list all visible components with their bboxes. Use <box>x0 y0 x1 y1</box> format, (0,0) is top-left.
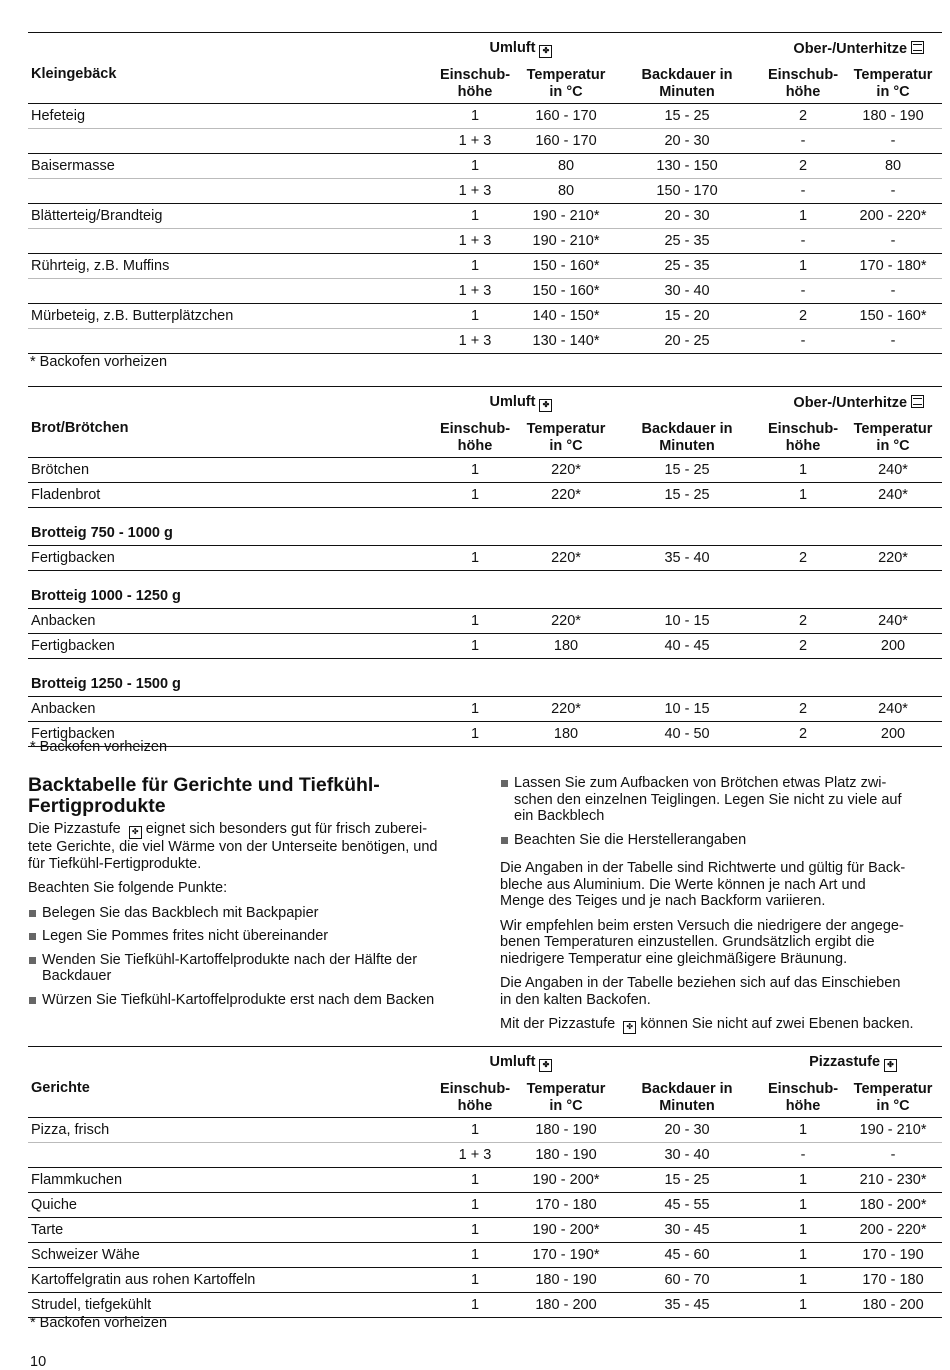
row-label: Kartoffelgratin aus rohen Kartoffeln <box>28 1268 430 1293</box>
col-header: Temperatur in °C <box>844 419 942 458</box>
group-header-umluft: Umluft ✤ <box>430 387 612 420</box>
table-row <box>28 483 942 508</box>
table-cell: 1 <box>762 1193 844 1218</box>
subgroup-header <box>28 571 942 609</box>
bullet-item: Würzen Sie Tiefkühl-Kartoffelprodukte erst nach dem Backen <box>28 992 478 1009</box>
bullet-item: Beachten Sie die Herstellerangaben <box>500 832 943 849</box>
group-header-ober-unterhitze: Ober-/Unterhitze <box>762 33 942 66</box>
table-cell: 130 - 150 <box>612 154 762 179</box>
table-row <box>28 279 942 304</box>
row-label: Hefeteig <box>31 108 86 124</box>
subgroup-title: Brotteig 1000 - 1250 g <box>28 571 942 609</box>
table-row <box>28 1218 942 1243</box>
row-label <box>28 1143 430 1168</box>
table-cell: - <box>762 329 844 354</box>
table-cell: 170 - 180 <box>844 1268 942 1293</box>
row-label: Strudel, tiefgekühlt <box>28 1293 430 1318</box>
column-header-row <box>28 65 942 104</box>
table-cell: 170 - 190 <box>844 1243 942 1268</box>
table-cell: 45 - 55 <box>612 1193 762 1218</box>
table-cell: 40 - 50 <box>612 722 762 747</box>
table-cell: 180 - 190 <box>520 1143 612 1168</box>
col-header: Temperatur in °C <box>520 1079 612 1118</box>
table-row <box>28 254 942 279</box>
col-header: Backdauer in Minuten <box>612 1079 762 1118</box>
row-label: Baisermasse <box>28 154 430 179</box>
row-label <box>28 129 430 154</box>
table-row <box>28 697 942 722</box>
table-cell: 1 <box>762 1218 844 1243</box>
row-label <box>28 329 430 354</box>
col-header: Backdauer in Minuten <box>612 419 762 458</box>
table-cell: 1 <box>762 1293 844 1318</box>
table-kleingebaeck <box>28 32 942 354</box>
bullet-item: Legen Sie Pommes frites nicht übereinander <box>28 928 478 945</box>
table-cell: 40 - 45 <box>612 634 762 659</box>
table-cell: - <box>762 179 844 204</box>
table-cell: 1 <box>762 1168 844 1193</box>
table-cell: 1 <box>430 722 520 747</box>
table-cell: 160 - 170 <box>520 129 612 154</box>
table-cell: 220* <box>551 462 581 478</box>
table-cell: 2 <box>762 609 844 634</box>
table-cell: 200 <box>844 722 942 747</box>
row-label: Mürbeteig, z.B. Butterplätzchen <box>28 304 430 329</box>
col-header: Einschub- höhe <box>762 1079 844 1118</box>
table-cell: 240* <box>844 697 942 722</box>
subgroup-title: Brotteig 750 - 1000 g <box>28 508 942 546</box>
table-cell: 15 - 25 <box>612 483 762 508</box>
table-cell: - <box>762 129 844 154</box>
row-label: Fertigbacken <box>28 546 430 571</box>
table-cell: 180 - 200 <box>844 1293 942 1318</box>
table-cell: 150 - 160* <box>520 279 612 304</box>
section-heading: Backtabelle für Gerichte und Tiefkühl- Fertigprodukte <box>28 774 380 817</box>
table-row <box>28 229 942 254</box>
table-cell: 200 <box>844 634 942 659</box>
table-title: Kleingebäck <box>28 65 430 104</box>
table-row <box>28 458 942 483</box>
row-label <box>28 229 430 254</box>
table-cell: 150 - 160* <box>844 304 942 329</box>
subgroup-title: Brotteig 1250 - 1500 g <box>28 659 942 697</box>
table-cell: 15 - 25 <box>664 108 710 124</box>
pizza-stone-icon: ✤ <box>623 1021 636 1034</box>
footnote: * Backofen vorheizen <box>30 354 168 370</box>
col-header: Temperatur in °C <box>844 1079 942 1118</box>
row-label: Brötchen <box>31 462 90 478</box>
table-cell: 190 - 210* <box>520 204 612 229</box>
table-cell: 20 - 25 <box>612 329 762 354</box>
table-cell: - <box>844 129 942 154</box>
table-cell: 1 <box>430 1243 520 1268</box>
group-header-pizzastufe: Pizzastufe ✤ <box>762 1047 942 1080</box>
paragraph: Die Angaben in der Tabelle beziehen sich auf das Einschieben in den kalten Backofen. <box>500 975 901 1008</box>
table-cell: 220* <box>520 697 612 722</box>
table-cell: 45 - 60 <box>612 1243 762 1268</box>
table-cell: 1 <box>762 1268 844 1293</box>
col-header: Temperatur in °C <box>520 65 612 104</box>
bullet-item: Lassen Sie zum Aufbacken von Brötchen etwas Platz zwi- schen den einzelnen Teiglingen. Legen Sie nicht zu viele auf ein Backblech <box>500 775 943 825</box>
row-label: Anbacken <box>28 697 430 722</box>
paragraph: Mit der Pizzastufe ✤ können Sie nicht auf zwei Ebenen backen. <box>500 1016 914 1032</box>
col-header: Einschub- höhe <box>762 65 844 104</box>
section-right <box>500 775 943 1042</box>
table-cell: 170 - 180* <box>844 254 942 279</box>
table-cell: 15 - 25 <box>664 462 710 478</box>
bullet-list <box>500 775 943 848</box>
table-cell: 1 <box>430 1218 520 1243</box>
table-cell: 35 - 45 <box>612 1293 762 1318</box>
table-cell: 190 - 210* <box>859 1122 927 1138</box>
table-row <box>28 129 942 154</box>
table-cell: 210 - 230* <box>844 1168 942 1193</box>
table-brot <box>28 386 942 747</box>
table-cell: 1 + 3 <box>430 129 520 154</box>
table-gerichte <box>28 1046 942 1318</box>
fan-icon: ✤ <box>539 45 552 58</box>
pizza-stone-icon: ✤ <box>884 1059 897 1072</box>
table-cell: 200 - 220* <box>844 204 942 229</box>
table-cell: - <box>762 229 844 254</box>
fan-icon: ✤ <box>539 399 552 412</box>
table-cell: 1 <box>470 108 480 124</box>
table-cell: 240* <box>844 609 942 634</box>
column-header-row <box>28 419 942 458</box>
footnote: * Backofen vorheizen <box>30 1315 168 1331</box>
table-cell: 2 <box>762 697 844 722</box>
table-cell: - <box>762 279 844 304</box>
table-cell: 60 - 70 <box>612 1268 762 1293</box>
row-label: Quiche <box>28 1193 430 1218</box>
table-cell: 30 - 40 <box>612 1143 762 1168</box>
table-cell: 1 + 3 <box>430 279 520 304</box>
row-label: Anbacken <box>28 609 430 634</box>
row-label: Blätterteig/Brandteig <box>28 204 430 229</box>
table-cell: 20 - 30 <box>664 1122 710 1138</box>
row-label: Fertigbacken <box>28 634 430 659</box>
table-cell: 2 <box>762 546 844 571</box>
table-cell: 200 - 220* <box>844 1218 942 1243</box>
bullet-item: Wenden Sie Tiefkühl-Kartoffelprodukte nach der Hälfte der Backdauer <box>28 952 478 985</box>
table-cell: 1 <box>762 254 844 279</box>
row-label: Fladenbrot <box>28 483 430 508</box>
col-header: Temperatur in °C <box>520 419 612 458</box>
table-cell: 150 - 170 <box>612 179 762 204</box>
intro-paragraph: Die Pizzastufe ✤ eignet sich besonders gut für frisch zuberei- tete Gerichte, die viel Wärme von der Unterseite benötigen, und für Tiefkühl-Fertigprodukte. <box>28 821 438 872</box>
table-cell: - <box>844 279 942 304</box>
table-row <box>28 179 942 204</box>
table-cell: 1 <box>430 204 520 229</box>
footnote: * Backofen vorheizen <box>30 739 168 755</box>
table-cell: 220* <box>520 609 612 634</box>
table-cell: 240* <box>878 462 908 478</box>
row-label: Tarte <box>28 1218 430 1243</box>
table-row <box>28 1193 942 1218</box>
table-row <box>28 1293 942 1318</box>
col-header: Einschub- höhe <box>430 1079 520 1118</box>
paragraph: Die Angaben in der Tabelle sind Richtwerte und gültig für Back- bleche aus Aluminium. Die Werte können je nach Art und Menge des Teiges und je nach Backform variieren. <box>500 860 906 909</box>
table-cell: 1 <box>430 254 520 279</box>
table-cell: 35 - 40 <box>612 546 762 571</box>
group-header-ober-unterhitze: Ober-/Unterhitze <box>762 387 942 420</box>
table-cell: 20 - 30 <box>612 129 762 154</box>
row-label: Pizza, frisch <box>31 1122 110 1138</box>
table-cell: - <box>762 1143 844 1168</box>
fan-icon: ✤ <box>539 1059 552 1072</box>
table-cell: 1 <box>430 483 520 508</box>
table-row <box>28 154 942 179</box>
group-header-umluft: Umluft ✤ <box>430 33 612 66</box>
table-cell: 240* <box>844 483 942 508</box>
col-header: Backdauer in Minuten <box>612 65 762 104</box>
points-intro: Beachten Sie folgende Punkte: <box>28 880 228 896</box>
row-label: Fertigbacken <box>28 722 430 747</box>
row-label <box>28 279 430 304</box>
table-cell: 2 <box>762 304 844 329</box>
table-cell: 20 - 30 <box>612 204 762 229</box>
page-number: 10 <box>30 1354 47 1370</box>
table-cell: 1 <box>430 697 520 722</box>
table-cell: 1 + 3 <box>430 329 520 354</box>
table-cell: 30 - 45 <box>612 1218 762 1243</box>
table-cell: 1 <box>762 204 844 229</box>
subgroup-header <box>28 659 942 697</box>
table-cell: 1 <box>470 1122 480 1138</box>
table-cell: 1 <box>430 1293 520 1318</box>
bullet-item: Belegen Sie das Backblech mit Backpapier <box>28 905 478 922</box>
table-row <box>28 1118 942 1143</box>
table-cell: - <box>844 179 942 204</box>
table-cell: 1 <box>430 1168 520 1193</box>
table-row <box>28 1168 942 1193</box>
top-bottom-heat-icon <box>911 395 924 408</box>
table-row <box>28 1243 942 1268</box>
table-cell: 190 - 210* <box>520 229 612 254</box>
pizza-stone-icon: ✤ <box>129 826 142 839</box>
top-bottom-heat-icon <box>911 41 924 54</box>
table-cell: 220* <box>520 546 612 571</box>
row-label: Rührteig, z.B. Muffins <box>28 254 430 279</box>
table-cell: 1 + 3 <box>430 179 520 204</box>
subgroup-header <box>28 508 942 546</box>
table-row <box>28 609 942 634</box>
section-left <box>28 775 478 1015</box>
table-cell: 2 <box>762 154 844 179</box>
table-cell: 160 - 170 <box>535 108 597 124</box>
table-cell: 15 - 25 <box>612 1168 762 1193</box>
table-row <box>28 104 942 129</box>
group-header-umluft: Umluft ✤ <box>430 1047 612 1080</box>
table-cell: 2 <box>762 722 844 747</box>
table-row <box>28 1268 942 1293</box>
table-cell: 220* <box>520 483 612 508</box>
table-row <box>28 634 942 659</box>
table-cell: 150 - 160* <box>520 254 612 279</box>
table-cell: - <box>844 229 942 254</box>
table-cell: 15 - 20 <box>612 304 762 329</box>
table-cell: 190 - 200* <box>520 1168 612 1193</box>
table-cell: 1 + 3 <box>430 1143 520 1168</box>
table-cell: 1 <box>798 1122 808 1138</box>
table-cell: 1 <box>430 634 520 659</box>
table-cell: 80 <box>520 154 612 179</box>
row-label <box>28 179 430 204</box>
table-cell: 1 <box>798 462 808 478</box>
table-cell: 2 <box>762 634 844 659</box>
row-label: Flammkuchen <box>28 1168 430 1193</box>
col-header: Temperatur in °C <box>844 65 942 104</box>
table-cell: 25 - 35 <box>612 254 762 279</box>
table-cell: 1 <box>430 609 520 634</box>
table-cell: 180 - 190 <box>520 1268 612 1293</box>
table-cell: 180 - 200 <box>520 1293 612 1318</box>
table-cell: 180 <box>520 722 612 747</box>
table-cell: 180 - 190 <box>535 1122 597 1138</box>
table-cell: 130 - 140* <box>520 329 612 354</box>
table-row <box>28 329 942 354</box>
col-header: Einschub- höhe <box>762 419 844 458</box>
table-cell: 1 <box>762 1243 844 1268</box>
table-cell: 220* <box>844 546 942 571</box>
column-header-row <box>28 1079 942 1118</box>
table-cell: 180 <box>520 634 612 659</box>
table-title: Gerichte <box>28 1079 430 1118</box>
table-cell: 10 - 15 <box>612 697 762 722</box>
table-cell: 80 <box>520 179 612 204</box>
table-cell: 10 - 15 <box>612 609 762 634</box>
table-cell: 1 <box>430 546 520 571</box>
table-cell: 190 - 200* <box>520 1218 612 1243</box>
table-cell: - <box>844 329 942 354</box>
col-header: Einschub- höhe <box>430 65 520 104</box>
table-cell: 30 - 40 <box>612 279 762 304</box>
table-cell: 1 <box>430 1193 520 1218</box>
table-cell: 1 <box>762 483 844 508</box>
table-cell: 170 - 180 <box>520 1193 612 1218</box>
table-cell: 140 - 150* <box>520 304 612 329</box>
paragraph: Wir empfehlen beim ersten Versuch die niedrigere der angege- benen Temperaturen einzustellen. Grundsätzlich ergibt die niedrigere Temperatur eine gleichmäßigere Bräunung. <box>500 917 904 967</box>
table-cell: 170 - 190* <box>520 1243 612 1268</box>
table-cell: 1 <box>470 462 480 478</box>
table-row <box>28 546 942 571</box>
table-cell: - <box>844 1143 942 1168</box>
table-cell: 2 <box>798 108 808 124</box>
table-row <box>28 204 942 229</box>
bullet-list <box>28 905 478 1009</box>
table-cell: 1 <box>430 154 520 179</box>
table-row <box>28 304 942 329</box>
table-cell: 1 <box>430 304 520 329</box>
table-cell: 25 - 35 <box>612 229 762 254</box>
table-cell: 180 - 200* <box>844 1193 942 1218</box>
col-header: Einschub- höhe <box>430 419 520 458</box>
table-row <box>28 1143 942 1168</box>
table-cell: 1 <box>430 1268 520 1293</box>
table-cell: 80 <box>844 154 942 179</box>
row-label: Schweizer Wähe <box>28 1243 430 1268</box>
table-title: Brot/Brötchen <box>28 419 430 458</box>
table-cell: 1 + 3 <box>430 229 520 254</box>
table-cell: 180 - 190 <box>862 108 924 124</box>
